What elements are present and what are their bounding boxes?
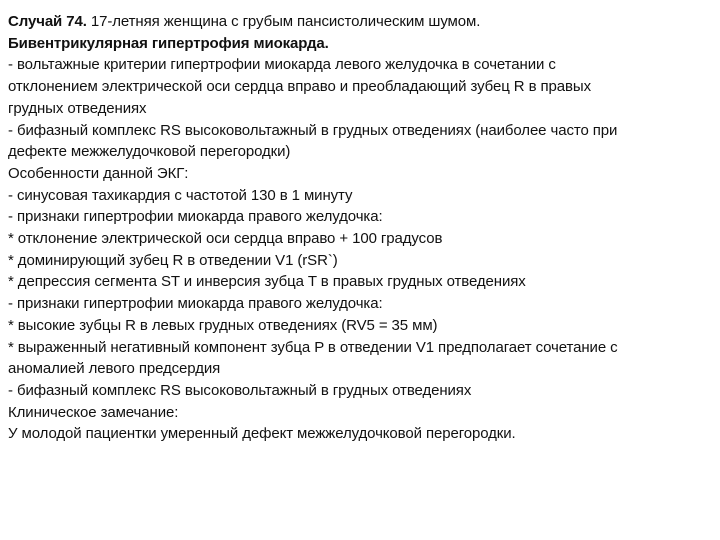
diagnosis-heading: Бивентрикулярная гипертрофия миокарда. (8, 34, 329, 52)
text-line-15: аномалией левого предсердия (8, 360, 221, 378)
text-line-8: - признаки гипертрофии миокарда правого желудочка: (8, 208, 383, 226)
text-line-16: - бифазный комплекс RS высоковольтажный в грудных отведениях (8, 381, 472, 399)
text-line-2: отклонением электрической оси сердца вправо и преобладающий зубец R в правых (8, 78, 591, 96)
clinical-note-heading: Клиническое замечание: (8, 403, 179, 421)
clinical-note-text: У молодой пациентки умеренный дефект межжелудочковой перегородки. (8, 425, 516, 443)
text-line-12: - признаки гипертрофии миокарда правого желудочка: (8, 295, 383, 313)
text-line-7: - синусовая тахикардия с частотой 130 в 1 минуту (8, 186, 353, 204)
case-description: 17-летняя женщина с грубым пансистолическим шумом. (86, 13, 481, 30)
case-title-line (8, 11, 708, 33)
text-line-14: * выраженный негативный компонент зубца P в отведении V1 предполагает сочетание с (8, 338, 618, 356)
text-line-10: * доминирующий зубец R в отведении V1 (rSR`) (8, 251, 338, 269)
ecg-features-heading: Особенности данной ЭКГ: (8, 164, 189, 182)
text-line-9: * отклонение электрической оси сердца вправо + 100 градусов (8, 230, 443, 248)
text-line-13: * высокие зубцы R в левых грудных отведениях (RV5 = 35 мм) (8, 316, 438, 334)
text-line-1: - вольтажные критерии гипертрофии миокарда левого желудочка в сочетании с (8, 56, 556, 74)
text-line-3: грудных отведениях (8, 99, 147, 117)
text-line-4: - бифазный комплекс RS высоковольтажный в грудных отведениях (наиболее часто при (8, 121, 618, 139)
text-line-5: дефекте межжелудочковой перегородки) (8, 143, 291, 161)
text-line-11: * депрессия сегмента ST и инверсия зубца T в правых грудных отведениях (8, 273, 526, 291)
case-label: Случай 74. (8, 13, 87, 30)
text-block (8, 11, 708, 445)
